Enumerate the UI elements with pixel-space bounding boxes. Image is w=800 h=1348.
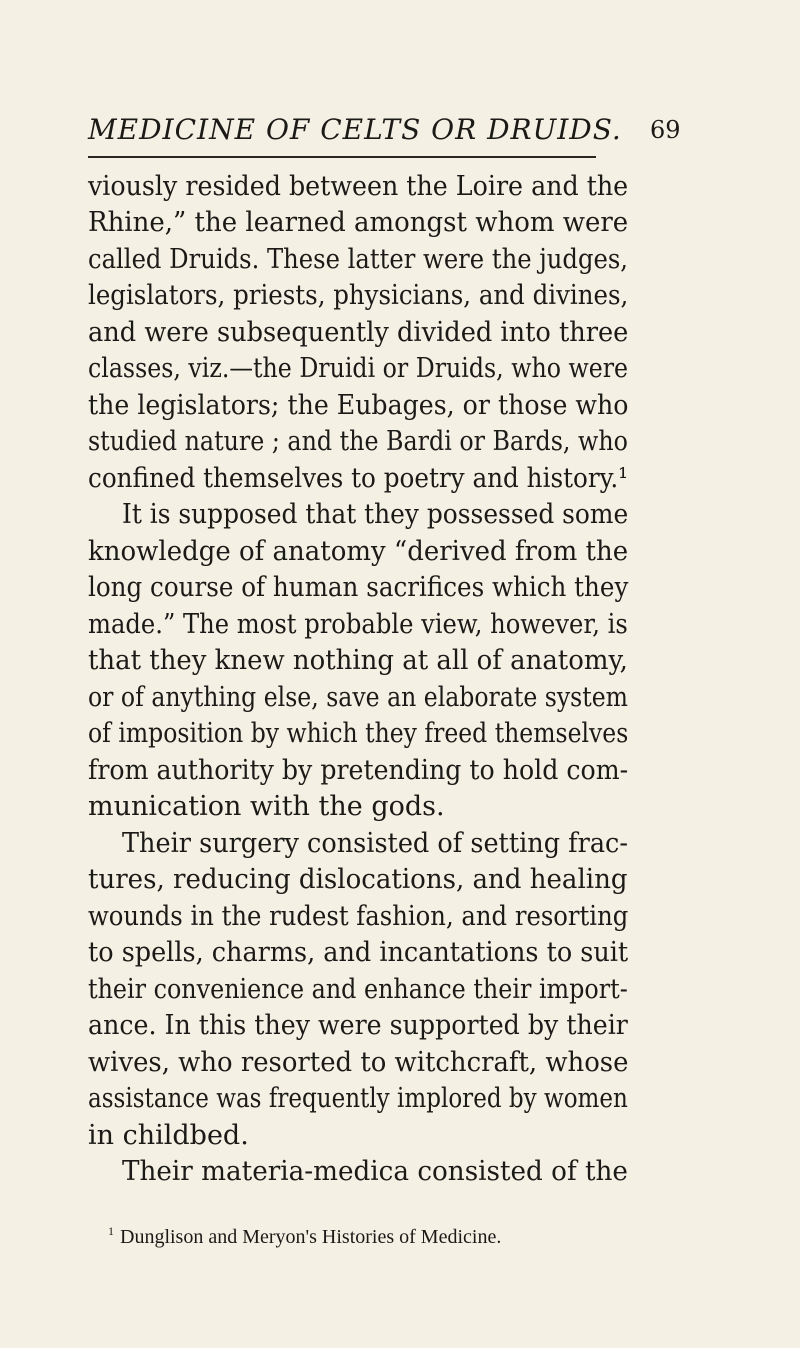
text-line: legislators, priests, physicians, and divines, (88, 280, 629, 311)
header-rule (88, 156, 596, 158)
text-line: their convenience and enhance their import- (88, 974, 628, 1005)
text-line: wounds in the rudest fashion, and resorting (88, 901, 629, 932)
text-line: Their surgery consisted of setting frac- (122, 828, 628, 859)
text-line: classes, viz.—the Druidi or Druids, who were (88, 353, 629, 384)
text-line: in childbed. (88, 1120, 249, 1151)
text-line: long course of human sacrifices which they (88, 572, 629, 603)
text-line: Their materia-medica consisted of the (122, 1156, 628, 1187)
text-line: confined themselves to poetry and history.¹ (88, 463, 629, 494)
text-line: Rhine,” the learned amongst whom were (88, 207, 629, 238)
text-line: to spells, charms, and incantations to suit (88, 937, 629, 968)
footnote-text: Dunglison and Meryon's Histories of Medicine. (120, 1226, 502, 1248)
text-line: the legislators; the Eubages, or those who (88, 390, 629, 421)
text-line: ance. In this they were supported by their (88, 1010, 628, 1041)
text-line: viously resided between the Loire and the (88, 171, 629, 202)
text-line: assistance was frequently implored by women (88, 1083, 628, 1114)
text-line: that they knew nothing at all of anatomy, (88, 645, 628, 676)
text-line: called Druids. These latter were the judges, (88, 244, 629, 275)
footnote-marker: 1 (108, 1224, 114, 1238)
footnote (108, 1217, 501, 1251)
text-line: tures, reducing dislocations, and healing (88, 864, 628, 895)
text-line: or of anything else, save an elaborate system (88, 682, 628, 713)
text-line: wives, who resorted to witchcraft, whose (88, 1047, 629, 1078)
text-line: studied nature ; and the Bardi or Bards, who (88, 426, 628, 457)
running-head (88, 112, 681, 152)
page-number: 69 (650, 116, 681, 144)
text-line: knowledge of anatomy “derived from the (88, 536, 629, 567)
text-line: munication with the gods. (88, 791, 445, 822)
text-line: and were subsequently divided into three (88, 317, 629, 348)
text-line: from authority by pretending to hold com- (88, 755, 629, 786)
text-line: It is supposed that they possessed some (122, 499, 629, 530)
running-title: MEDICINE OF CELTS OR DRUIDS. (88, 113, 622, 146)
text-line: made.” The most probable view, however, is (88, 609, 628, 640)
text-line: of imposition by which they freed themselves (88, 718, 629, 749)
